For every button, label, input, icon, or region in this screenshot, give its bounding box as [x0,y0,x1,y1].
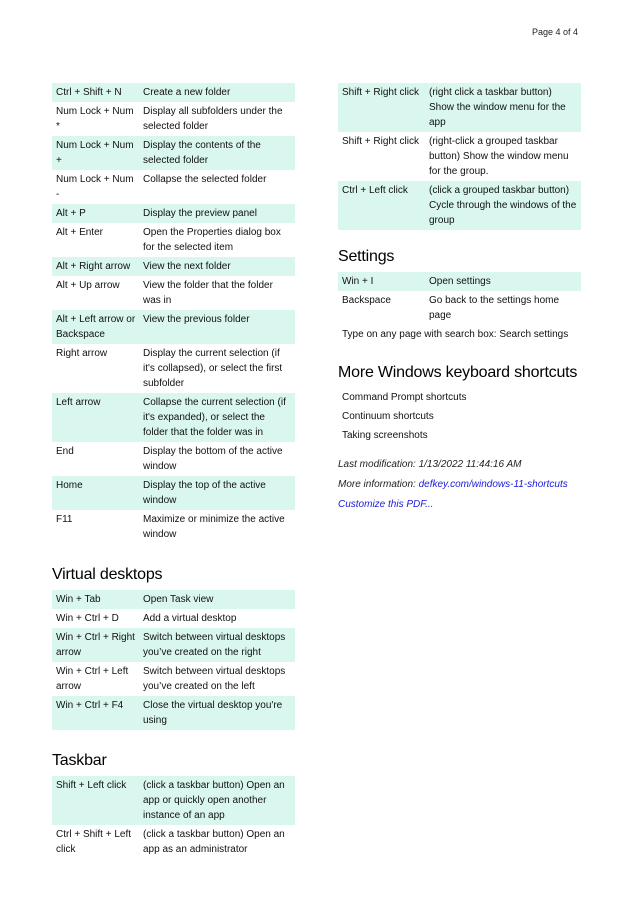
shortcut-row [52,276,295,310]
shortcut-description: Collapse the current selection (if it's expanded), or select the folder that the folder was in [139,393,295,442]
shortcut-description: (right click a taskbar button) Show the window menu for the app [425,83,581,132]
virtual-desktops-heading: Virtual desktops [52,566,163,583]
shortcut-description: Open Task view [139,590,295,609]
shortcut-description: Display the preview panel [139,204,295,223]
taskbar-continued-table [338,83,581,230]
shortcut-description: View the previous folder [139,310,295,344]
page-number: Page 4 of 4 [532,27,579,37]
last-modification: Last modification: 1/13/2022 11:44:16 AM [338,459,522,470]
shortcut-description: Open the Properties dialog box for the selected item [143,227,281,253]
more-info-label: More information: [338,479,416,490]
shortcut-key: Win + Ctrl + Right arrow [52,628,139,662]
link-continuum[interactable]: Continuum shortcuts [342,411,434,422]
shortcut-description: Display the current selection (if it's collapsed), or select the first subfolder [143,348,283,389]
shortcut-key: Ctrl + Shift + Left click [56,829,132,855]
more-information [338,479,581,490]
shortcut-row [52,628,295,662]
taskbar-heading: Taskbar [52,752,107,769]
settings-heading: Settings [338,248,395,265]
shortcut-key: Left arrow [52,393,139,442]
shortcut-description: Display all subfolders under the selected folder [143,106,283,132]
shortcut-description: Display the top of the active window [139,476,295,510]
shortcut-description: (click a grouped taskbar button) Cycle through the windows of the group [425,181,581,230]
shortcut-row [338,272,581,291]
shortcut-key: Num Lock + Num * [56,106,134,132]
shortcut-description: Maximize or minimize the active window [143,514,285,540]
shortcut-row [338,83,581,132]
shortcut-row [52,344,295,393]
shortcut-description: Display the bottom of the active window [143,446,283,472]
shortcut-key: Shift + Right click [338,83,425,132]
shortcut-row [52,223,295,257]
shortcut-description: (right-click a grouped taskbar button) Show the window menu for the group. [429,136,569,177]
shortcut-key: Win + Ctrl + D [56,613,119,624]
shortcut-key: Backspace [342,295,391,306]
customize-link[interactable]: Customize this PDF... [338,499,434,510]
shortcut-description: Switch between virtual desktops you’ve created on the left [143,666,286,692]
shortcut-key: Alt + Up arrow [56,280,120,291]
shortcut-key: Win + Tab [52,590,139,609]
link-command-prompt[interactable]: Command Prompt shortcuts [338,388,581,407]
shortcut-row [52,102,295,136]
shortcut-key: End [56,446,74,457]
shortcut-row [52,696,295,730]
more-info-link[interactable]: defkey.com/windows-11-shortcuts [418,479,568,490]
shortcut-description: View the folder that the folder was in [143,280,273,306]
shortcut-description: View the next folder [139,257,295,276]
shortcut-key: Ctrl + Shift + N [52,83,139,102]
shortcut-row [338,181,581,230]
more-shortcuts-heading: More Windows keyboard shortcuts [338,364,578,381]
shortcut-key: Home [52,476,139,510]
shortcut-description: Go back to the settings home page [429,295,560,321]
shortcut-description: Switch between virtual desktops you’ve created on the right [139,628,295,662]
shortcut-row [52,83,295,102]
shortcut-row [52,609,295,628]
shortcut-row [52,825,295,859]
shortcut-description: Create a new folder [139,83,295,102]
shortcut-key: Alt + Right arrow [52,257,139,276]
right-column [338,83,581,510]
shortcut-row [338,132,581,181]
shortcut-row [52,476,295,510]
shortcut-key: Num Lock + Num - [56,174,134,200]
shortcut-row [52,776,295,825]
shortcut-description: Open settings [425,272,581,291]
shortcut-description: Add a virtual desktop [143,613,237,624]
shortcut-description: (click a taskbar button) Open an app or quickly open another instance of an app [139,776,295,825]
shortcut-row [52,204,295,223]
shortcut-key: Shift + Right click [342,136,419,147]
taskbar-table [52,776,295,859]
shortcut-key: Win + I [338,272,425,291]
shortcut-description: Display the contents of the selected folder [139,136,295,170]
shortcut-key: Alt + P [52,204,139,223]
shortcut-description: Collapse the selected folder [143,174,267,185]
shortcut-key: Alt + Left arrow or Backspace [52,310,139,344]
shortcut-row [338,291,581,325]
shortcut-row [52,136,295,170]
shortcut-key: Win + Ctrl + Left arrow [56,666,129,692]
shortcut-row [52,310,295,344]
shortcut-row [52,393,295,442]
shortcut-description: (click a taskbar button) Open an app as an administrator [143,829,285,855]
link-screenshots[interactable]: Taking screenshots [338,426,581,445]
settings-note: Type on any page with search box: Search settings [342,329,569,340]
shortcut-row [52,662,295,696]
left-column [52,83,295,859]
shortcut-key: F11 [56,514,73,525]
shortcut-row [52,442,295,476]
shortcut-key: Win + Ctrl + F4 [52,696,139,730]
shortcut-key: Alt + Enter [56,227,103,238]
shortcut-key: Ctrl + Left click [338,181,425,230]
shortcut-key: Num Lock + Num + [52,136,139,170]
shortcut-row [52,257,295,276]
shortcut-row [52,510,295,544]
shortcut-row [52,170,295,204]
folder-shortcuts-table [52,83,295,544]
virtual-desktops-table [52,590,295,730]
customize-pdf [338,499,581,510]
more-shortcuts-list [338,388,581,445]
shortcut-key: Right arrow [56,348,108,359]
settings-table [338,272,581,325]
shortcut-row [52,590,295,609]
shortcut-key: Shift + Left click [52,776,139,825]
shortcut-description: Close the virtual desktop you're using [139,696,295,730]
